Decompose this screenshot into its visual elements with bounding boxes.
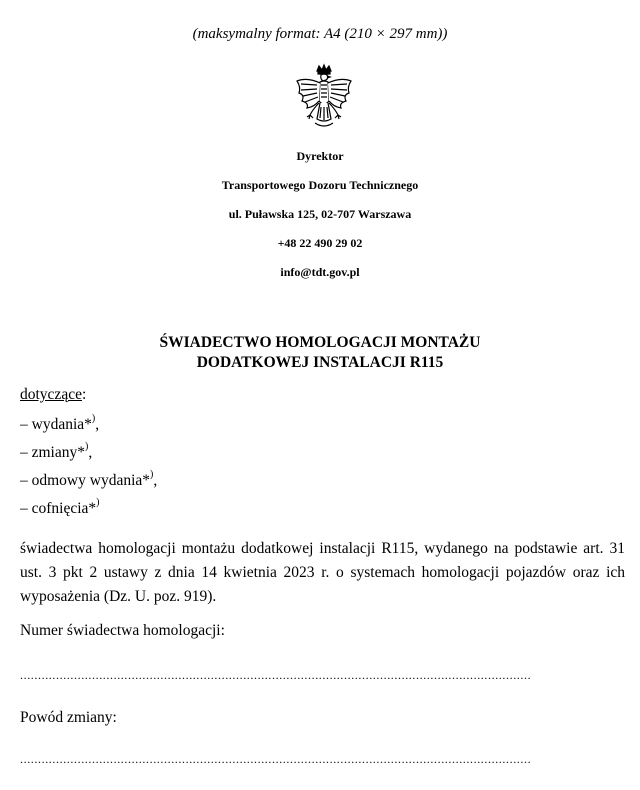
option-issue-text: – wydania* — [20, 416, 92, 433]
header-title: Dyrektor — [296, 149, 344, 163]
option-punct: , — [153, 472, 158, 489]
document-title-line1: ŚWIADECTWO HOMOLOGACJI MONTAŻU — [159, 334, 481, 351]
option-refusal — [20, 468, 158, 490]
option-withdrawal — [20, 496, 100, 518]
footnote-mark: ) — [150, 468, 154, 480]
header-phone: +48 22 490 29 02 — [277, 236, 363, 250]
format-note: (maksymalny format: A4 (210 × 297 mm)) — [192, 26, 448, 42]
option-change-text: – zmiany* — [20, 444, 85, 461]
body-text: świadectwa homologacji montażu dodatkowej instalacji R115, wydanego na podstawie art. 31 ust. 3 pkt 2 ustawy z dnia 14 kwietnia 2023 r. o systemach homologacji pojazdów oraz ich wyposażenia (Dz. U. poz. 919). — [20, 540, 625, 605]
header-email: info@tdt.gov.pl — [280, 265, 360, 279]
concerning-colon: : — [81, 386, 87, 403]
change-reason-label: Powód zmiany: — [20, 709, 117, 726]
certificate-number-label: Numer świadectwa homologacji: — [20, 622, 225, 639]
concerning-label: dotyczące — [20, 386, 82, 403]
option-issue — [20, 412, 100, 434]
polish-eagle-emblem — [293, 63, 355, 133]
footnote-mark: ) — [85, 440, 89, 452]
header-address: ul. Puławska 125, 02-707 Warszawa — [228, 207, 412, 221]
document-title-line2: DODATKOWEJ INSTALACJI R115 — [196, 354, 444, 371]
footnote-mark: ) — [96, 496, 100, 508]
option-change — [20, 440, 93, 462]
change-reason-field[interactable]: .............................................................................................................................................. — [20, 752, 532, 766]
option-punct: , — [95, 416, 100, 433]
header-org: Transportowego Dozoru Technicznego — [221, 178, 419, 192]
option-refusal-text: – odmowy wydania* — [20, 472, 151, 489]
footnote-mark: ) — [91, 412, 96, 424]
concerning-label-row — [20, 386, 86, 404]
option-punct: , — [88, 444, 93, 461]
certificate-number-field[interactable]: .............................................................................................................................................. — [20, 668, 532, 682]
option-withdrawal-text: – cofnięcia* — [20, 500, 97, 517]
document-title — [0, 333, 640, 373]
